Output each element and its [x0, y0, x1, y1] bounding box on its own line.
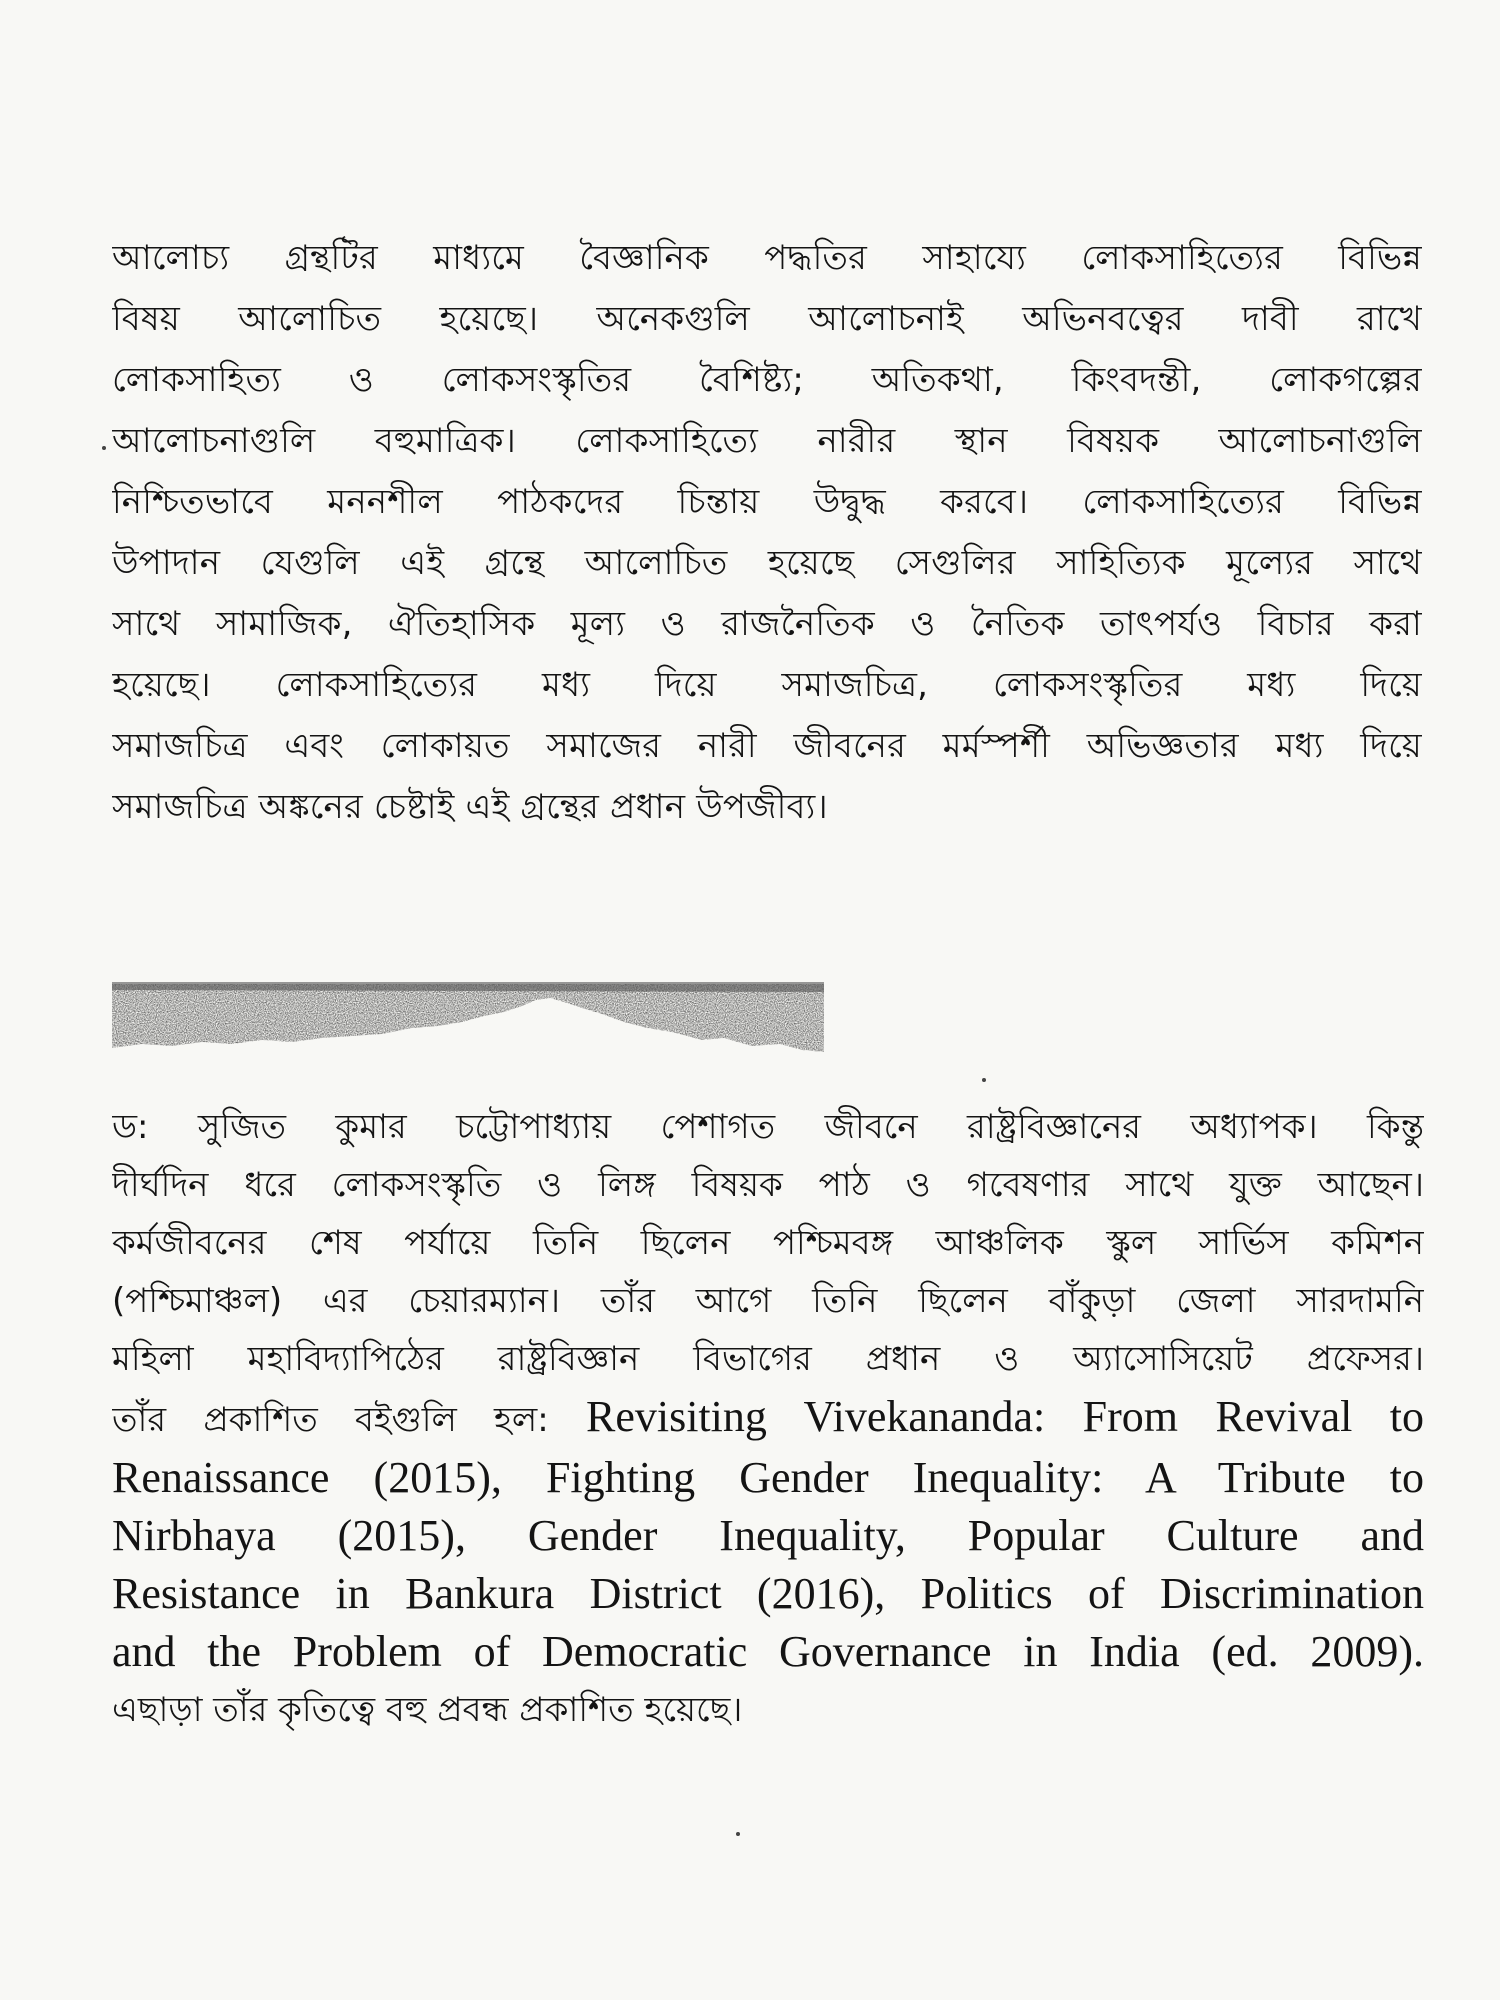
description-line: আলোচনাগুলি বহুমাত্রিক। লোকসাহিত্যে নারীর স্থান বিষয়ক আলোচনাগুলি [112, 421, 1422, 461]
description-line: নিশ্চিতভাবে মননশীল পাঠকদের চিন্তায় উদ্বুদ্ধ করবে। লোকসাহিত্যের বিভিন্ন [112, 482, 1422, 522]
description-line: সমাজচিত্র অঙ্কনের চেষ্টাই এই গ্রন্থের প্রধান উপজীব্য। [112, 787, 828, 827]
description-line: সাথে সামাজিক, ঐতিহাসিক মূল্য ও রাজনৈতিক ও নৈতিক তাৎপর্যও বিচার করা [112, 604, 1422, 644]
bio-closing-line: এছাড়া তাঁর কৃতিত্বে বহু প্রবন্ধ প্রকাশিত হয়েছে। [112, 1690, 743, 1730]
bio-line: কর্মজীবনের শেষ পর্যায়ে তিনি ছিলেন পশ্চিমবঙ্গ আঞ্চলিক স্কুল সার্ভিস কমিশন [112, 1223, 1424, 1263]
torn-ink-divider [112, 978, 824, 1054]
book-description [112, 228, 1422, 838]
book-list-line: Renaissance (2015), Fighting Gender Inequality: A Tribute to [112, 1453, 1424, 1502]
description-line: আলোচ্য গ্রন্থটির মাধ্যমে বৈজ্ঞানিক পদ্ধতির সাহায্যে লোকসাহিত্যের বিভিন্ন [112, 238, 1422, 278]
description-line: বিষয় আলোচিত হয়েছে। অনেকগুলি আলোচনাই অভিনবত্বের দাবী রাখে [112, 299, 1422, 339]
bio-line: ড: সুজিত কুমার চট্টোপাধ্যায় পেশাগত জীবনে রাষ্ট্রবিজ্ঞানের অধ্যাপক। কিন্তু [112, 1107, 1424, 1147]
scan-speck [982, 1078, 986, 1082]
description-line: উপাদান যেগুলি এই গ্রন্থে আলোচিত হয়েছে সেগুলির সাহিত্যিক মূল্যের সাথে [112, 543, 1422, 583]
description-line: হয়েছে। লোকসাহিত্যের মধ্য দিয়ে সমাজচিত্র, লোকসংস্কৃতির মধ্য দিয়ে [112, 665, 1422, 705]
book-list-line: Nirbhaya (2015), Gender Inequality, Popular Culture and [112, 1511, 1424, 1560]
description-line: লোকসাহিত্য ও লোকসংস্কৃতির বৈশিষ্ট্য; অতিকথা, কিংবদন্তী, লোকগল্পের [112, 360, 1422, 400]
bio-books-intro-line [112, 1388, 1424, 1449]
bio-line: (পশ্চিমাঞ্চল) এর চেয়ারম্যান। তাঁর আগে তিনি ছিলেন বাঁকুড়া জেলা সারদামনি [112, 1281, 1424, 1321]
books-intro-label: তাঁর প্রকাশিত বইগুলি হল: [112, 1400, 586, 1440]
scan-speck [102, 446, 106, 450]
bio-line: দীর্ঘদিন ধরে লোকসংস্কৃতি ও লিঙ্গ বিষয়ক পাঠ ও গবেষণার সাথে যুক্ত আছেন। [112, 1165, 1424, 1205]
bio-line: মহিলা মহাবিদ্যাপিঠের রাষ্ট্রবিজ্ঞান বিভাগের প্রধান ও অ্যাসোসিয়েট প্রফেসর। [112, 1339, 1424, 1379]
description-line: সমাজচিত্র এবং লোকায়ত সমাজের নারী জীবনের মর্মস্পর্শী অভিজ্ঞতার মধ্য দিয়ে [112, 726, 1422, 766]
book-title-start: Revisiting Vivekananda: From Revival to [585, 1392, 1424, 1441]
author-bio [112, 1098, 1424, 1739]
scan-speck [736, 1832, 740, 1836]
book-list-line: and the Problem of Democratic Governance in India (ed. 2009). [112, 1627, 1424, 1676]
book-list-line: Resistance in Bankura District (2016), Politics of Discrimination [112, 1569, 1424, 1618]
